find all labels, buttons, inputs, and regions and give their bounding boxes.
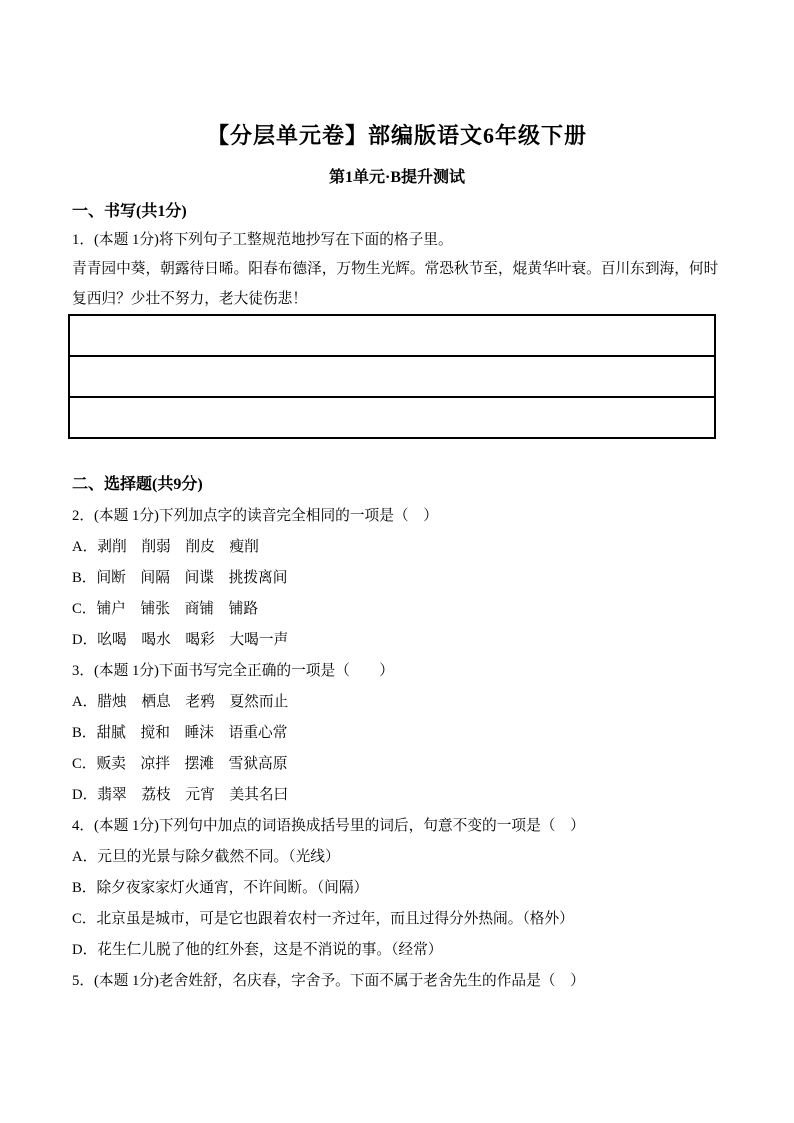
section-writing-heading: 一、书写(共1分)	[72, 203, 187, 220]
question-3-option-d: D．翡翠 荔枝 元宵 美其名曰	[72, 787, 289, 803]
document-subtitle: 第1单元·B提升测试	[328, 169, 465, 186]
writing-grid-row	[70, 398, 714, 437]
question-2-option-a: A．剥削 削弱 削皮 瘦削	[72, 539, 259, 555]
question-3-option-b: B．甜腻 搅和 睡沫 语重心常	[72, 725, 288, 741]
question-3-option-c: C．贩卖 凉拌 摆滩 雪狱高原	[72, 756, 288, 772]
question-4-option-c: C．北京虽是城市，可是它也跟着农村一齐过年，而且过得分外热闹。（格外）	[72, 911, 574, 927]
question-3-stem: 3．(本题 1分)下面书写完全正确的一项是（ ）	[72, 663, 394, 679]
question-4-option-d: D．花生仁儿脱了他的红外套，这是不消说的事。（经常）	[72, 942, 443, 958]
question-2-option-c: C．铺户 铺张 商铺 铺路	[72, 601, 259, 617]
question-4-option-a: A．元旦的光景与除夕截然不同。（光线）	[72, 849, 340, 865]
question-2-stem: 2．(本题 1分)下列加点字的读音完全相同的一项是（ ）	[72, 508, 438, 524]
question-2-option-d: D．吆喝 喝水 喝彩 大喝一声	[72, 632, 289, 648]
document-title: 【分层单元卷】部编版语文6年级下册	[206, 123, 587, 148]
writing-grid	[68, 314, 716, 439]
question-2-option-b: B．间断 间隔 间谍 挑拨离间	[72, 570, 288, 586]
question-1-copy-passage: 青青园中葵，朝露待日晞。阳春布德泽，万物生光辉。常恐秋节至，焜黄华叶衰。百川东到海，何时复西归？少壮不努力，老大徒伤悲！	[72, 261, 719, 307]
writing-grid-row	[70, 316, 714, 357]
question-1-stem: 1．(本题 1分)将下列句子工整规范地抄写在下面的格子里。	[72, 232, 453, 248]
section-choice-heading: 二、选择题(共9分)	[72, 476, 203, 493]
question-4-option-b: B．除夕夜家家灯火通宵，不许间断。（间隔）	[72, 880, 369, 896]
writing-grid-row	[70, 357, 714, 398]
question-5-stem: 5．(本题 1分)老舍姓舒，名庆春，字舍予。下面不属于老舍先生的作品是（ ）	[72, 973, 585, 989]
question-3-option-a: A．腊烛 栖息 老鸦 夏然而止	[72, 694, 289, 710]
question-4-stem: 4．(本题 1分)下列句中加点的词语换成括号里的词后，句意不变的一项是（ ）	[72, 818, 585, 834]
